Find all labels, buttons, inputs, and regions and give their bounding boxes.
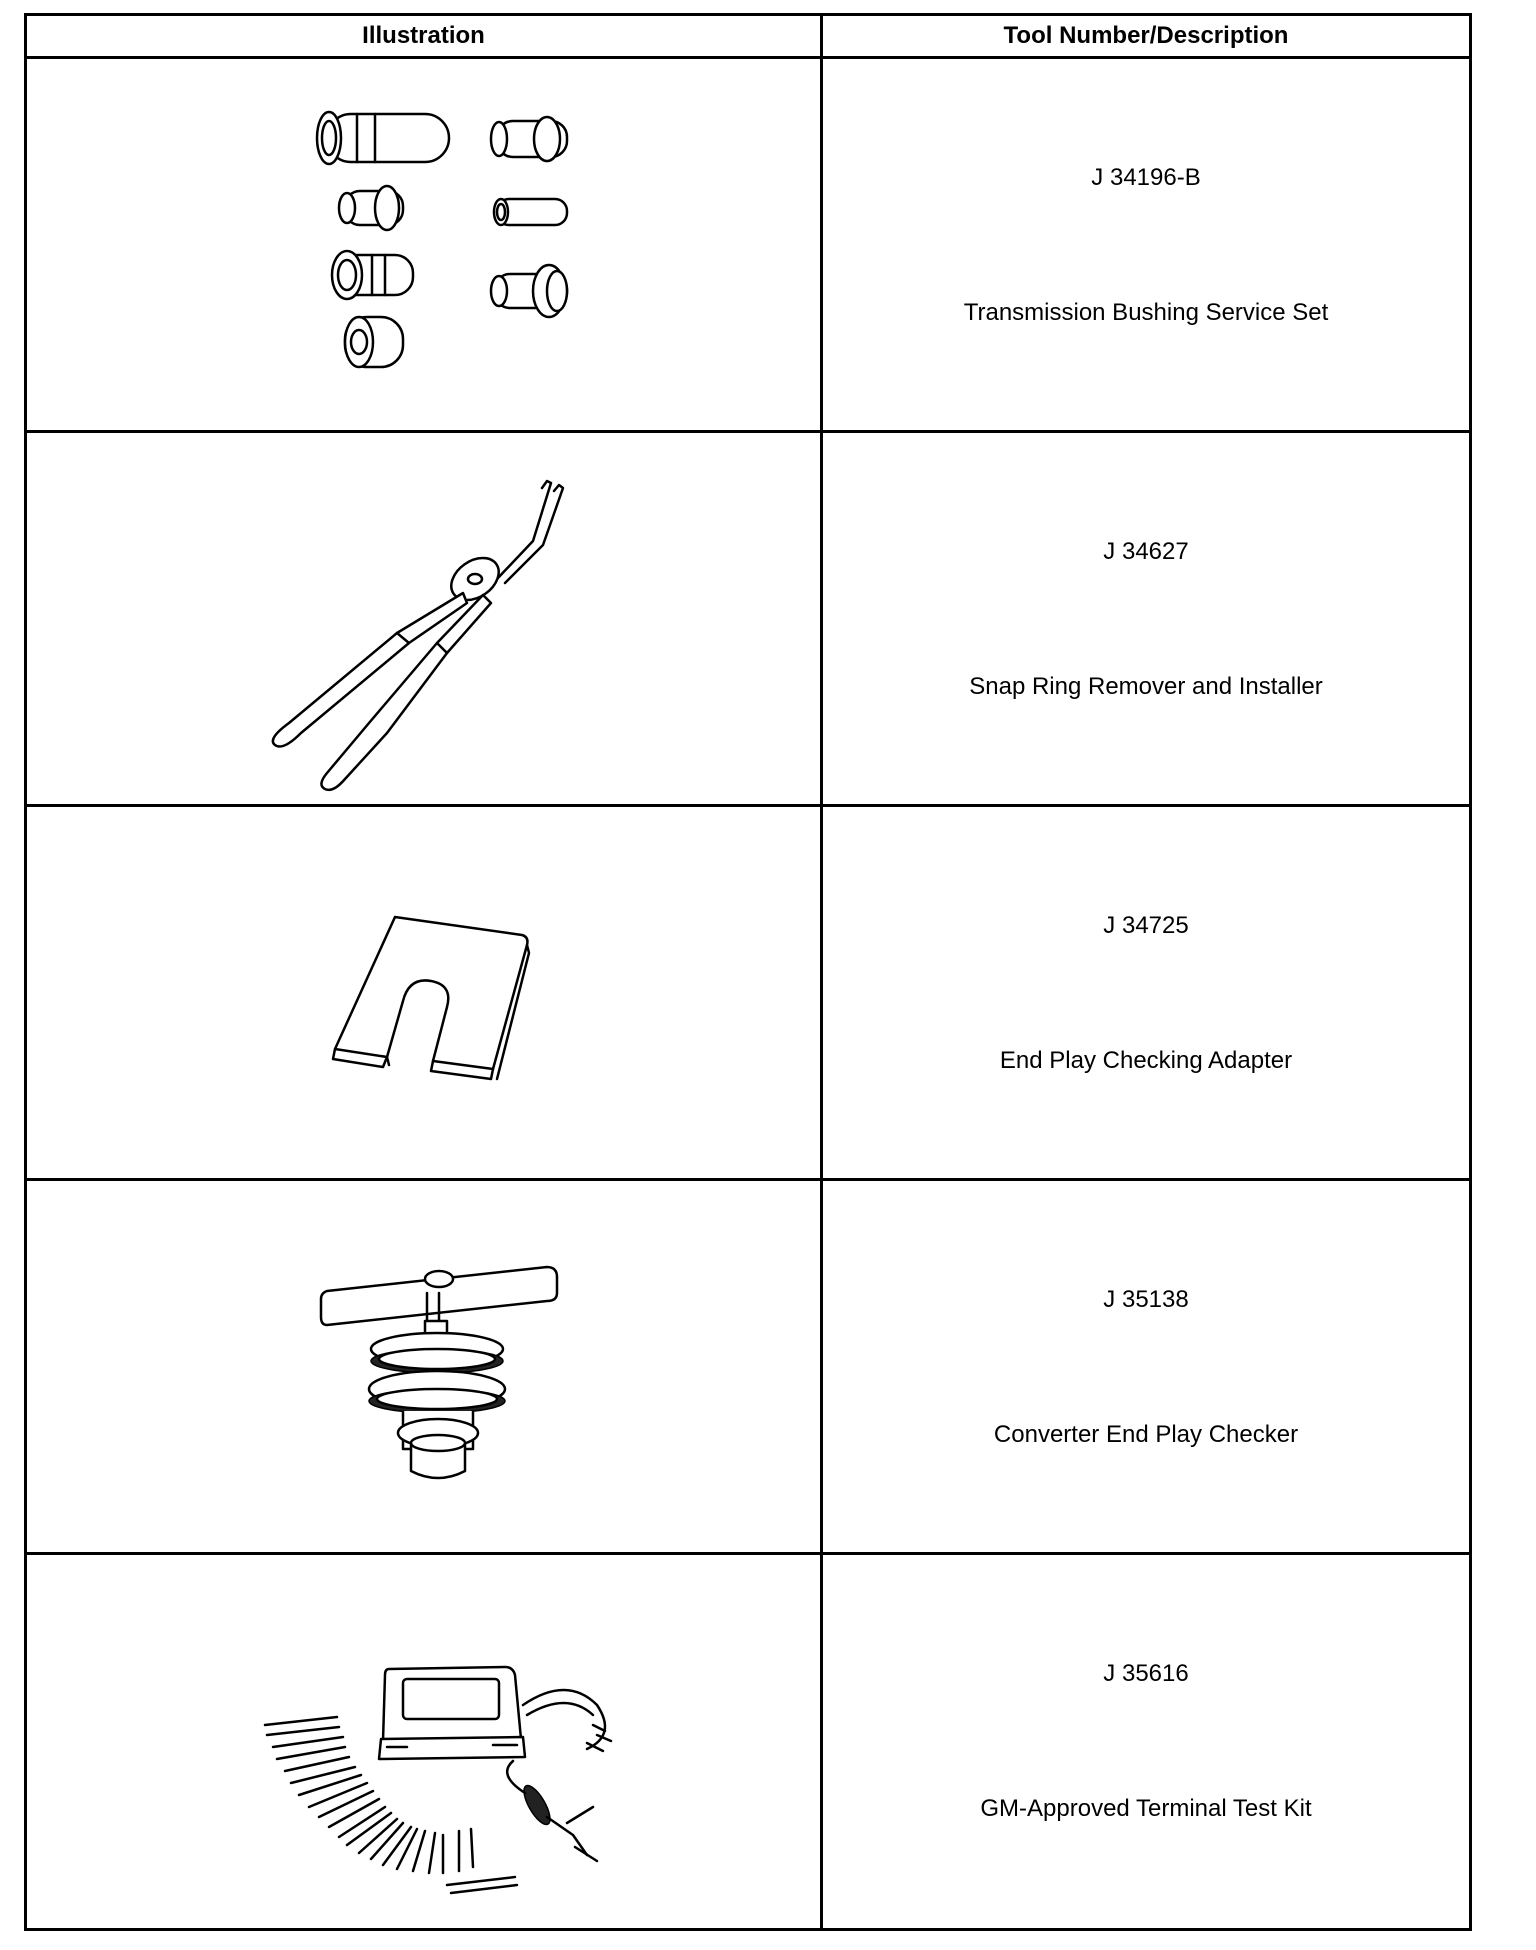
tool-cell bbox=[823, 1555, 1469, 1928]
table-row bbox=[27, 59, 1469, 433]
illustration-cell bbox=[27, 1555, 823, 1928]
end-play-checker-icon bbox=[27, 1181, 820, 1552]
tool-cell bbox=[823, 59, 1469, 430]
tool-description: Transmission Bushing Service Set bbox=[963, 299, 1329, 326]
table-header bbox=[27, 16, 1469, 59]
bushing-set-icon bbox=[27, 59, 820, 430]
u-plate-adapter-icon bbox=[27, 807, 820, 1178]
header-illustration: Illustration bbox=[27, 16, 823, 56]
tool-description: Snap Ring Remover and Installer bbox=[969, 673, 1323, 700]
illustration-cell bbox=[27, 433, 823, 804]
illustration-cell bbox=[27, 807, 823, 1178]
table-row bbox=[27, 1555, 1469, 1928]
tool-number: J 35138 bbox=[1103, 1286, 1189, 1313]
tool-cell bbox=[823, 1181, 1469, 1552]
tool-description: Converter End Play Checker bbox=[993, 1421, 1299, 1448]
snap-ring-pliers-icon bbox=[27, 433, 820, 804]
terminal-test-kit-icon bbox=[27, 1555, 820, 1926]
illustration-cell bbox=[27, 59, 823, 430]
table-row bbox=[27, 1181, 1469, 1555]
tools-table bbox=[24, 13, 1472, 1931]
tool-cell bbox=[823, 433, 1469, 804]
illustration-cell bbox=[27, 1181, 823, 1552]
tool-number: J 35616 bbox=[1103, 1660, 1189, 1687]
tool-number: J 34196-B bbox=[1091, 164, 1201, 191]
tool-number: J 34627 bbox=[1103, 538, 1189, 565]
tool-description: GM-Approved Terminal Test Kit bbox=[980, 1795, 1312, 1822]
table-row bbox=[27, 807, 1469, 1181]
tool-description: End Play Checking Adapter bbox=[999, 1047, 1293, 1074]
table-row bbox=[27, 433, 1469, 807]
header-tool-description: Tool Number/Description bbox=[1003, 22, 1289, 49]
tool-number: J 34725 bbox=[1103, 912, 1189, 939]
tool-cell bbox=[823, 807, 1469, 1178]
